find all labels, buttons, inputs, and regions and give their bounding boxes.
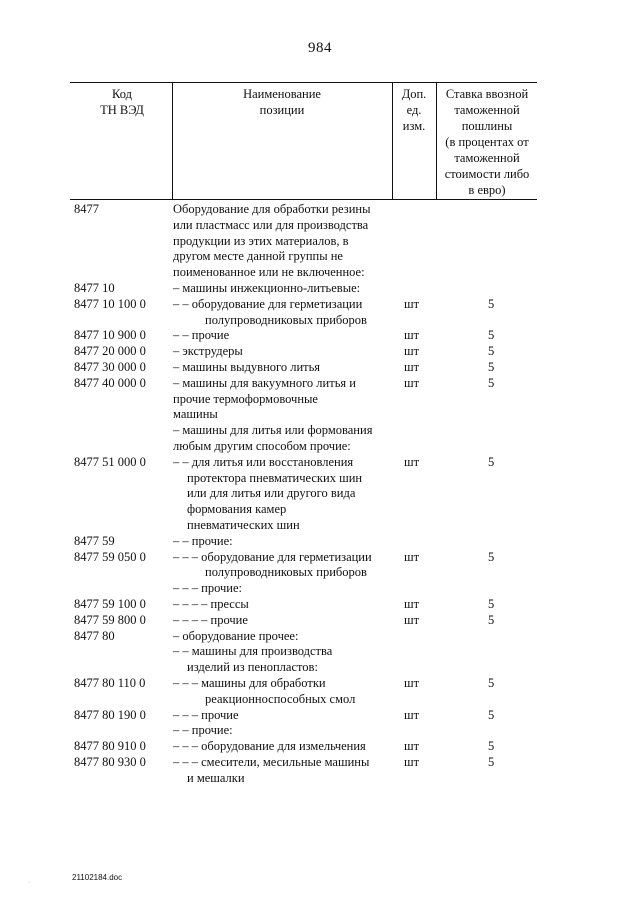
row-unit: шт: [404, 454, 420, 469]
row-unit: шт: [404, 612, 420, 627]
row-code: 8477 40 000 0: [74, 375, 146, 390]
table-row: [0, 581, 640, 597]
table-row: [0, 202, 640, 281]
row-name-line: – – – – прочие: [173, 612, 248, 627]
footer-doc-name: 21102184.doc: [72, 873, 123, 882]
row-name: [173, 676, 398, 708]
row-name-line: любым другим способом прочие:: [173, 438, 351, 453]
row-name: [173, 629, 398, 645]
table-row: [0, 360, 640, 376]
row-rate: 5: [488, 739, 495, 754]
table-row: [0, 328, 640, 344]
table-header-bottom-rule: [70, 199, 537, 200]
table-row: [0, 376, 640, 423]
row-name-line: – – прочие: [173, 328, 230, 343]
row-code: 8477 30 000 0: [74, 359, 146, 374]
row-name: [173, 376, 398, 423]
row-code: 8477 59 800 0: [74, 612, 146, 627]
row-unit: шт: [404, 707, 420, 722]
table-row: [0, 597, 640, 613]
table-row: [0, 708, 640, 724]
row-code: 8477 51 000 0: [74, 454, 146, 469]
row-name: [173, 581, 398, 597]
table-row: [0, 534, 640, 550]
row-name-line: Оборудование для обработки резины: [173, 202, 371, 216]
row-unit: шт: [404, 549, 420, 564]
row-rate: 5: [488, 707, 495, 722]
row-name: [173, 644, 398, 676]
row-name-line: прочие термоформовочные: [173, 391, 318, 406]
row-name-line: – – – смесители, месильные машины: [173, 754, 370, 769]
row-unit: шт: [404, 675, 420, 690]
row-rate: 5: [488, 328, 495, 343]
row-rate: 5: [488, 344, 495, 359]
row-name: [173, 739, 398, 755]
row-name: [173, 344, 398, 360]
row-name-line: изделий из пенопластов:: [187, 660, 318, 675]
table-row: [0, 629, 640, 645]
row-name: [173, 597, 398, 613]
row-name: [173, 755, 398, 787]
row-code: 8477 10 900 0: [74, 328, 146, 343]
row-name: [173, 423, 398, 455]
row-name-line: – – прочие:: [173, 533, 233, 548]
row-rate: 5: [488, 675, 495, 690]
row-name: [173, 723, 398, 739]
row-name-line: – машины инжекционно-литьевые:: [173, 280, 361, 295]
table-row: [0, 344, 640, 360]
table-row: [0, 755, 640, 787]
row-rate: 5: [488, 612, 495, 627]
row-code: 8477 80 110 0: [74, 675, 146, 690]
row-code: 8477 80 930 0: [74, 754, 146, 769]
row-code: 8477 80 190 0: [74, 707, 146, 722]
row-code: 8477 10 100 0: [74, 296, 146, 311]
row-name-line: протектора пневматических шин: [187, 470, 363, 485]
row-code: 8477 59 100 0: [74, 596, 146, 611]
table-row: [0, 297, 640, 329]
row-name-line: – экструдеры: [173, 344, 243, 359]
table-top-rule: [70, 82, 537, 83]
row-name-line: – – машины для производства: [173, 644, 333, 659]
row-code: 8477 80: [74, 628, 115, 643]
row-name: [173, 360, 398, 376]
row-name-line: и мешалки: [187, 770, 245, 785]
row-name-line: формования камер: [187, 502, 287, 517]
table-row: [0, 455, 640, 534]
table-row: [0, 739, 640, 755]
row-unit: шт: [404, 328, 420, 343]
table-row: [0, 550, 640, 582]
row-rate: 5: [488, 359, 495, 374]
row-name-line: машины: [173, 407, 218, 422]
column-header-name: Наименование позиции: [243, 87, 321, 117]
row-name-line: – – прочие:: [173, 723, 233, 738]
column-header-code: Код ТН ВЭД: [100, 87, 144, 117]
row-name: [173, 550, 398, 582]
row-rate: 5: [488, 596, 495, 611]
row-name-line: – – – оборудование для измельчения: [173, 739, 366, 754]
row-code: 8477 59: [74, 533, 115, 548]
row-unit: шт: [404, 296, 420, 311]
row-unit: шт: [404, 375, 420, 390]
row-code: 8477: [74, 202, 99, 216]
row-name: [173, 708, 398, 724]
row-code: 8477 59 050 0: [74, 549, 146, 564]
table-row: [0, 723, 640, 739]
row-name-line: или пластмасс или для производства: [173, 217, 369, 232]
row-name-line: – – – машины для обработки: [173, 675, 326, 690]
row-name: [173, 613, 398, 629]
row-name-line: продукции из этих материалов, в: [173, 233, 349, 248]
row-rate: 5: [488, 454, 495, 469]
row-name: [173, 202, 398, 281]
row-unit: шт: [404, 596, 420, 611]
row-unit: шт: [404, 754, 420, 769]
row-name-line: – машины для вакуумного литья и: [173, 375, 356, 390]
row-unit: шт: [404, 359, 420, 374]
row-name: [173, 297, 398, 329]
table-row: [0, 613, 640, 629]
row-name: [173, 328, 398, 344]
row-name-line: другом месте данной группы не: [173, 249, 343, 264]
row-unit: шт: [404, 344, 420, 359]
row-name: [173, 455, 398, 534]
column-header-rate: Ставка ввозной таможенной пошлины (в процентах от таможенной стоимости либо в евро): [444, 87, 530, 197]
row-rate: 5: [488, 754, 495, 769]
tariff-table-body: [0, 202, 640, 786]
row-name-line: поименованное или не включенное:: [173, 265, 365, 280]
table-row: [0, 644, 640, 676]
row-unit: шт: [404, 739, 420, 754]
row-name-line: – – оборудование для герметизации: [173, 296, 363, 311]
row-code: 8477 80 910 0: [74, 739, 146, 754]
column-header-unit: Доп. ед. изм.: [401, 87, 427, 133]
footer-mark: ·: [28, 880, 30, 886]
row-name-line: – – – оборудование для герметизации: [173, 549, 372, 564]
row-code: 8477 20 000 0: [74, 344, 146, 359]
table-row: [0, 281, 640, 297]
row-name-line: реакционноспособных смол: [205, 691, 356, 706]
row-name-line: – – – прочие:: [173, 581, 242, 596]
row-rate: 5: [488, 549, 495, 564]
table-row: [0, 676, 640, 708]
page-number: 984: [308, 40, 332, 56]
row-name-line: полупроводниковых приборов: [205, 565, 367, 580]
row-name: [173, 534, 398, 550]
row-name-line: – машины выдувного литья: [173, 359, 321, 374]
row-name-line: полупроводниковых приборов: [205, 312, 367, 327]
row-name-line: пневматических шин: [187, 517, 300, 532]
row-rate: 5: [488, 375, 495, 390]
table-row: [0, 423, 640, 455]
row-name-line: – – для литья или восстановления: [173, 454, 354, 469]
row-rate: 5: [488, 296, 495, 311]
row-name-line: – оборудование прочее:: [173, 628, 299, 643]
row-code: 8477 10: [74, 280, 115, 295]
row-name-line: – – – прочие: [173, 707, 239, 722]
row-name-line: или для литья или другого вида: [187, 486, 356, 501]
row-name-line: – – – – прессы: [173, 596, 249, 611]
row-name: [173, 281, 398, 297]
row-name-line: – машины для литья или формования: [173, 423, 373, 438]
